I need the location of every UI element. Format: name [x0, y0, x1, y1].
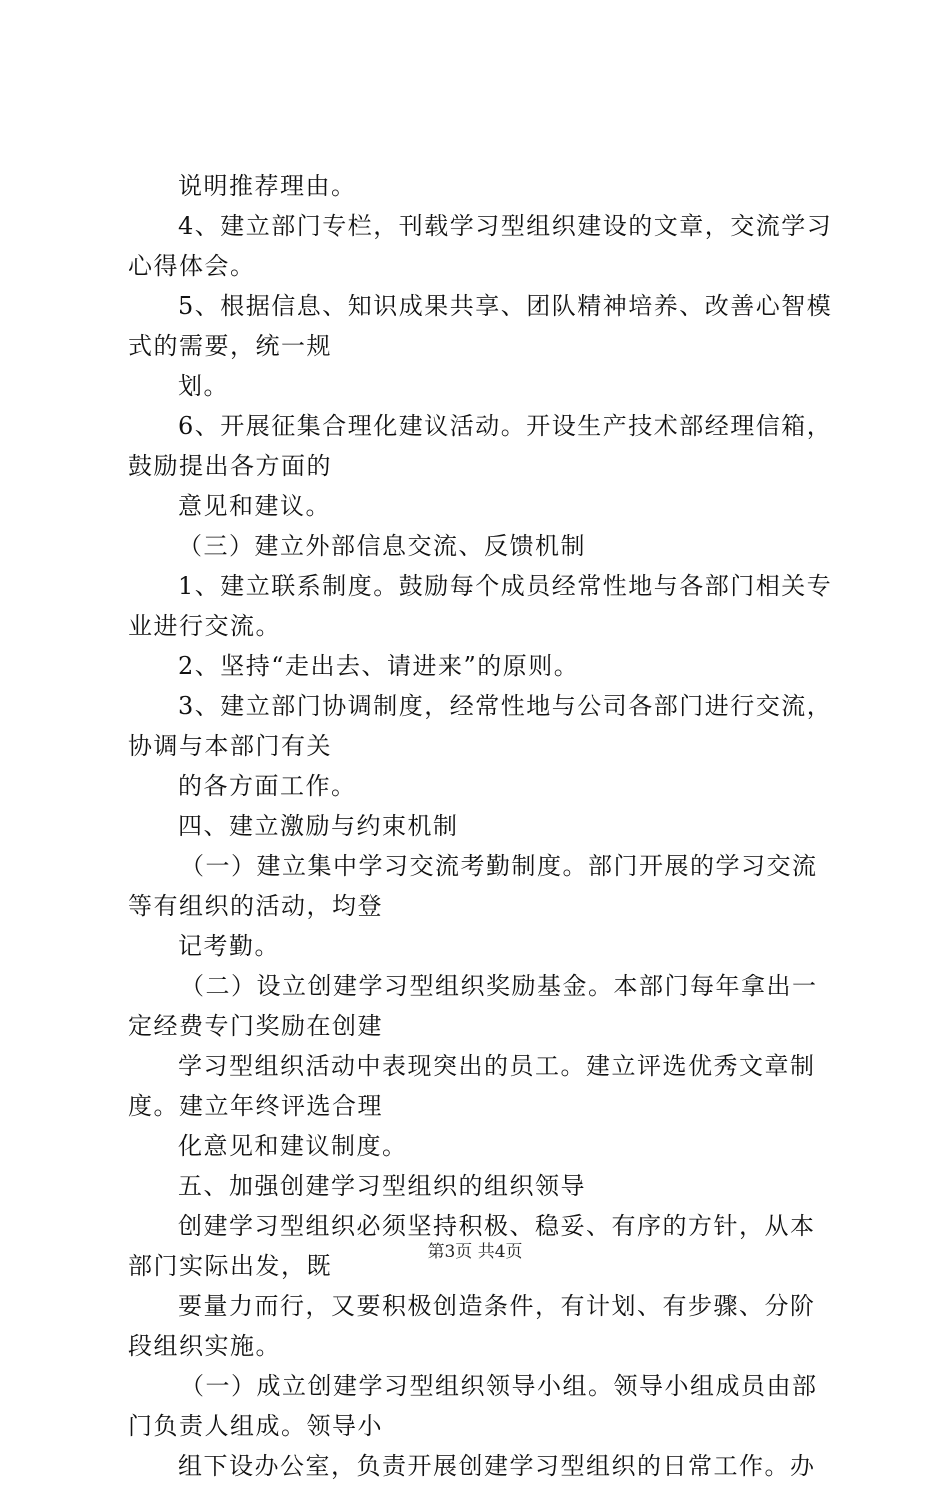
- text-line: 等有组织的活动，均登: [128, 892, 383, 920]
- document-body: [128, 166, 833, 1486]
- text-line: 化意见和建议制度。: [178, 1132, 408, 1160]
- text-line: 心得体会。: [128, 252, 256, 280]
- text-line: 鼓励提出各方面的: [128, 452, 332, 480]
- text-line: （一）建立集中学习交流考勤制度。部门开展的学习交流: [180, 852, 818, 880]
- text-line: 要量力而行，又要积极创造条件，有计划、有步骤、分阶: [178, 1292, 816, 1320]
- text-line: 记考勤。: [178, 932, 280, 960]
- text-line: 协调与本部门有关: [128, 732, 332, 760]
- text-line: 的各方面工作。: [178, 772, 357, 800]
- text-line: 学习型组织活动中表现突出的员工。建立评选优秀文章制: [178, 1052, 816, 1080]
- page-number-label: 第3页 共4页: [427, 1242, 523, 1262]
- text-line: 说明推荐理由。: [178, 172, 357, 200]
- page-footer: [0, 1240, 950, 1264]
- text-line: 业进行交流。: [128, 612, 281, 640]
- text-line: 3、建立部门协调制度，经常性地与公司各部门进行交流，: [178, 692, 833, 720]
- text-line: 6、开展征集合理化建议活动。开设生产技术部经理信箱，: [178, 412, 833, 440]
- text-line: 意见和建议。: [178, 492, 331, 520]
- text-line: （一）成立创建学习型组织领导小组。领导小组成员由部: [180, 1372, 818, 1400]
- text-line: 创建学习型组织必须坚持积极、稳妥、有序的方针，从本: [178, 1212, 816, 1240]
- section-heading: 四、建立激励与约束机制: [178, 812, 459, 840]
- text-line: 门负责人组成。领导小: [128, 1412, 383, 1440]
- text-line: 式的需要，统一规: [128, 332, 332, 360]
- text-line: 度。建立年终评选合理: [128, 1092, 383, 1120]
- section-heading: 五、加强创建学习型组织的组织领导: [178, 1172, 586, 1200]
- text-line: 5、根据信息、知识成果共享、团队精神培养、改善心智模: [178, 292, 833, 320]
- section-heading: （三）建立外部信息交流、反馈机制: [178, 532, 586, 560]
- text-line: 4、建立部门专栏，刊载学习型组织建设的文章，交流学习: [178, 212, 833, 240]
- text-line: 段组织实施。: [128, 1332, 281, 1360]
- text-line: 划。: [178, 372, 229, 400]
- text-line: 组下设办公室，负责开展创建学习型组织的日常工作。办: [178, 1452, 816, 1480]
- text-line: 1、建立联系制度。鼓励每个成员经常性地与各部门相关专: [178, 572, 833, 600]
- text-line: 2、坚持“走出去、请进来”的原则。: [178, 652, 580, 680]
- text-line: （二）设立创建学习型组织奖励基金。本部门每年拿出一: [180, 972, 818, 1000]
- text-line: 部门实际出发，既: [128, 1252, 332, 1280]
- text-line: 定经费专门奖励在创建: [128, 1012, 383, 1040]
